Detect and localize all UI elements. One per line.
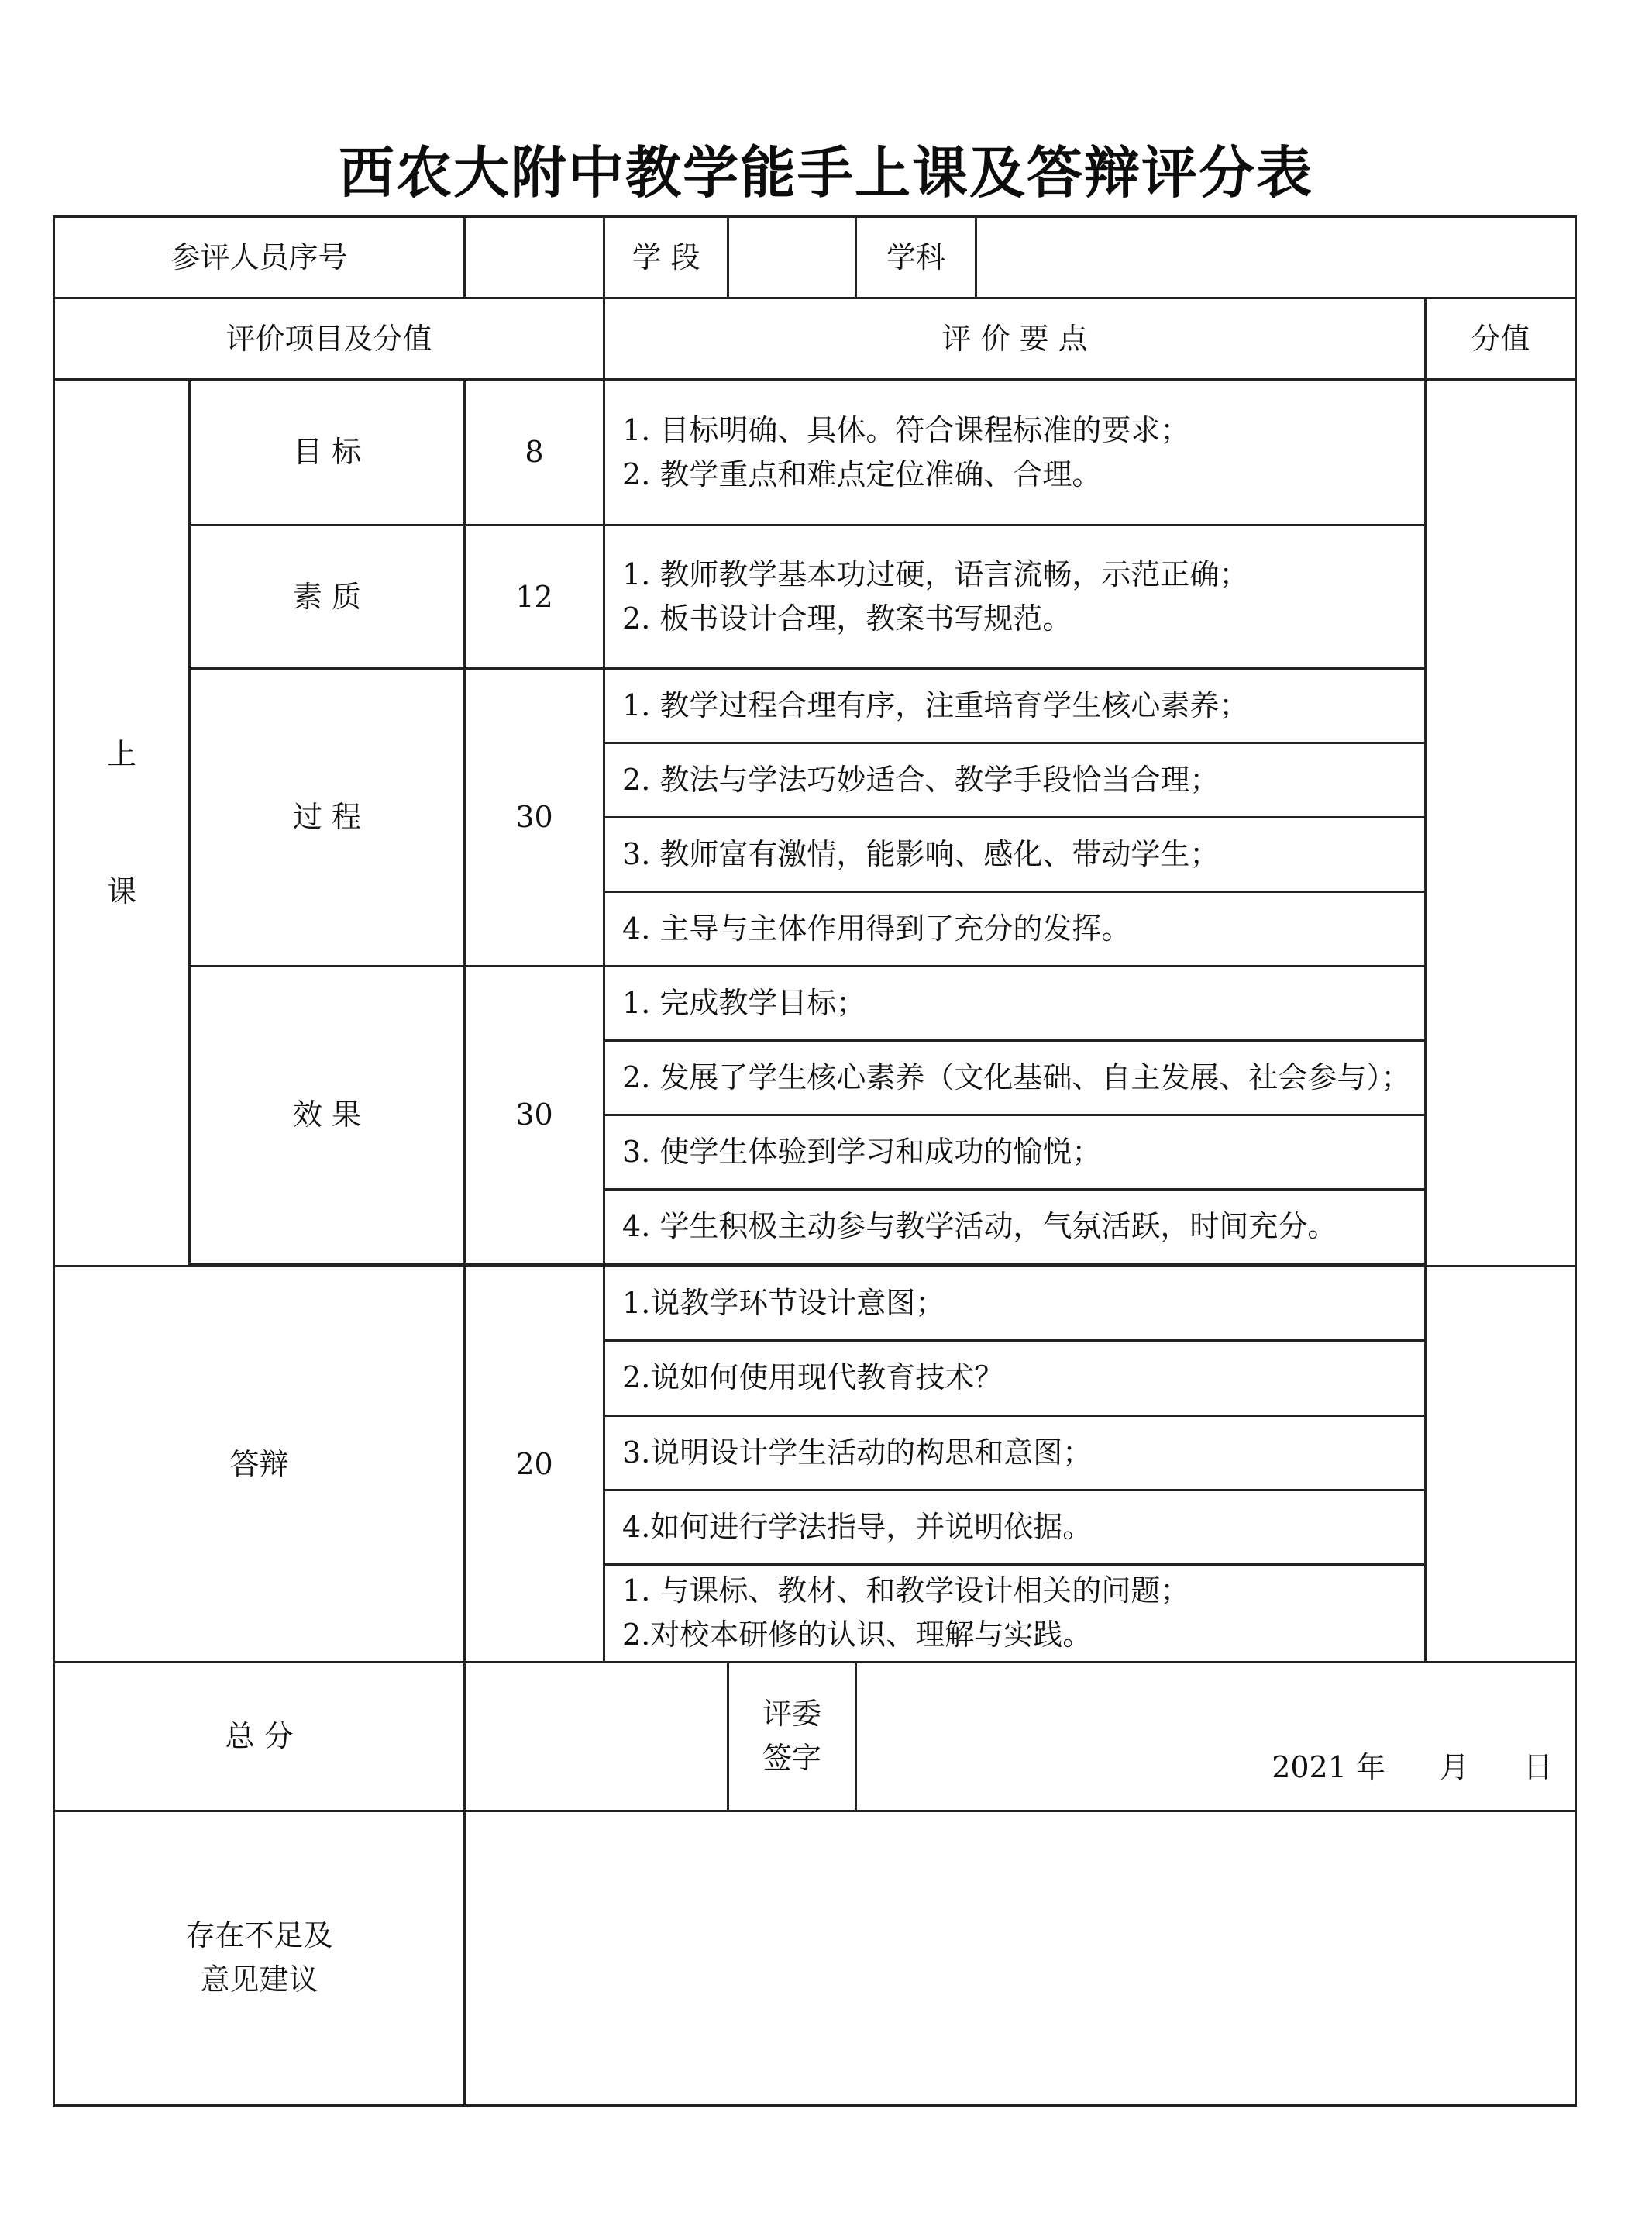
subject-label: 学科 bbox=[856, 217, 976, 298]
form-title: 西农大附中教学能手上课及答辩评分表 bbox=[338, 140, 1313, 205]
suggestions-row bbox=[54, 1811, 1576, 2105]
participant-no-label: 参评人员序号 bbox=[54, 217, 465, 298]
total-row bbox=[54, 1662, 1576, 1811]
table-row bbox=[54, 669, 1576, 743]
stage-field[interactable] bbox=[728, 217, 856, 298]
evaluation-point: 1. 教学过程合理有序，注重培育学生核心素养； bbox=[604, 669, 1426, 743]
table-row bbox=[54, 967, 1576, 1041]
stage-label: 学 段 bbox=[604, 217, 728, 298]
evaluation-point: 4. 学生积极主动参与教学活动，气氛活跃，时间充分。 bbox=[604, 1190, 1426, 1264]
group-score: 30 bbox=[465, 967, 604, 1264]
table-row bbox=[54, 1266, 1576, 1341]
evaluation-point: 3. 使学生体验到学习和成功的愉悦； bbox=[604, 1115, 1426, 1190]
subject-field[interactable] bbox=[976, 217, 1576, 298]
defense-label: 答辩 bbox=[54, 1266, 465, 1662]
evaluation-point: 3.说明设计学生活动的构思和意图； bbox=[604, 1415, 1426, 1490]
evaluation-point: 1. 与课标、教材、和教学设计相关的问题； 2.对校本研修的认识、理解与实践。 bbox=[604, 1564, 1426, 1662]
group-name: 效 果 bbox=[190, 967, 465, 1264]
score-table bbox=[53, 215, 1577, 2107]
evaluation-point: 4. 主导与主体作用得到了充分的发挥。 bbox=[604, 892, 1426, 967]
suggestions-field[interactable] bbox=[465, 1811, 1576, 2105]
participant-no-field[interactable] bbox=[465, 217, 604, 298]
suggestions-label: 存在不足及 意见建议 bbox=[54, 1811, 465, 2105]
evaluation-point: 1. 教师教学基本功过硬，语言流畅，示范正确； 2. 板书设计合理，教案书写规范。 bbox=[604, 526, 1426, 669]
group-name: 过 程 bbox=[190, 669, 465, 967]
evaluation-point: 4.如何进行学法指导，并说明依据。 bbox=[604, 1490, 1426, 1564]
score-column-header: 分值 bbox=[1426, 298, 1576, 380]
evaluation-point: 1.说教学环节设计意图； bbox=[604, 1266, 1426, 1341]
item-column-header: 评价项目及分值 bbox=[54, 298, 604, 380]
group-score: 30 bbox=[465, 669, 604, 967]
group-name: 目 标 bbox=[190, 380, 465, 526]
evaluation-point: 3. 教师富有激情，能影响、感化、带动学生； bbox=[604, 818, 1426, 892]
lesson-score-field[interactable] bbox=[1426, 380, 1576, 1266]
total-score-field[interactable] bbox=[465, 1662, 728, 1811]
group-score: 12 bbox=[465, 526, 604, 669]
date-year: 2021 年 bbox=[1272, 1749, 1385, 1784]
evaluation-point: 2. 教法与学法巧妙适合、教学手段恰当合理； bbox=[604, 743, 1426, 818]
judge-signature-date[interactable] bbox=[856, 1662, 1576, 1811]
group-name: 素 质 bbox=[190, 526, 465, 669]
header-row bbox=[54, 217, 1576, 298]
defense-score-field[interactable] bbox=[1426, 1266, 1576, 1662]
judge-sign-label: 评委 签字 bbox=[728, 1662, 856, 1811]
date-day: 日 bbox=[1523, 1749, 1554, 1784]
evaluation-point: 1. 目标明确、具体。符合课程标准的要求； 2. 教学重点和难点定位准确、合理。 bbox=[604, 380, 1426, 526]
lesson-section-label: 上 课 bbox=[54, 380, 190, 1266]
defense-score: 20 bbox=[465, 1266, 604, 1662]
points-column-header: 评 价 要 点 bbox=[604, 298, 1426, 380]
group-score: 8 bbox=[465, 380, 604, 526]
table-row bbox=[54, 526, 1576, 669]
evaluation-point: 2. 发展了学生核心素养（文化基础、自主发展、社会参与）； bbox=[604, 1041, 1426, 1115]
total-label: 总 分 bbox=[54, 1662, 465, 1811]
evaluation-point: 2.说如何使用现代教育技术？ bbox=[604, 1341, 1426, 1415]
column-header-row bbox=[54, 298, 1576, 380]
evaluation-point: 1. 完成教学目标； bbox=[604, 967, 1426, 1041]
date-month: 月 bbox=[1439, 1749, 1469, 1784]
table-row bbox=[54, 380, 1576, 526]
